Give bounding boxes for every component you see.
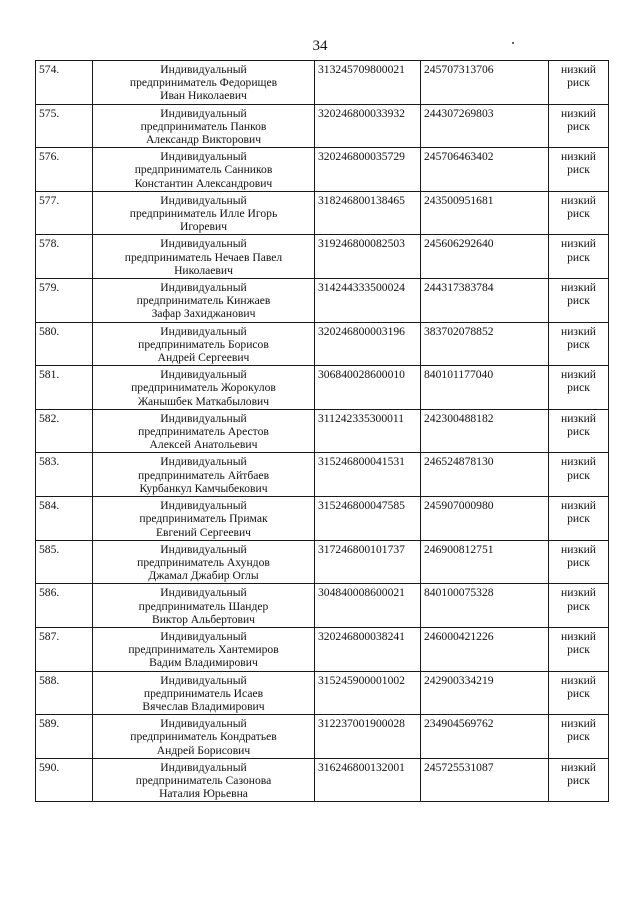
row-number-cell: 574.: [36, 61, 93, 105]
inn-cell: 245907000980: [421, 497, 549, 541]
row-number-cell: 583.: [36, 453, 93, 497]
inn-cell: 234904569762: [421, 715, 549, 759]
risk-level-cell: низкий риск: [549, 61, 609, 105]
entrepreneur-name-line: Индивидуальный: [160, 673, 247, 687]
ogrnip-cell: 319246800082503: [315, 235, 421, 279]
risk-level-cell: низкий риск: [549, 104, 609, 148]
table-row: [36, 540, 609, 584]
entrepreneur-name-line: Николаевич: [174, 263, 233, 277]
entrepreneur-name-line: Зафар Захиджанович: [151, 307, 256, 321]
entrepreneur-name-line: предприниматель Сазонова: [135, 773, 272, 787]
entrepreneur-name-line: Алексей Анатольевич: [149, 438, 258, 452]
entrepreneur-name-line: Индивидуальный: [160, 542, 247, 556]
registry-table: [35, 60, 609, 802]
risk-level-cell: низкий риск: [549, 627, 609, 671]
entrepreneur-name-line: Индивидуальный: [160, 586, 247, 600]
ogrnip-cell: 313245709800021: [315, 61, 421, 105]
table-row: [36, 671, 609, 715]
row-number-cell: 590.: [36, 758, 93, 802]
risk-level-cell: низкий риск: [549, 584, 609, 628]
inn-cell: 245707313706: [421, 61, 549, 105]
ogrnip-cell: 311242335300011: [315, 409, 421, 453]
risk-level-cell: низкий риск: [549, 758, 609, 802]
ogrnip-cell: 315246800041531: [315, 453, 421, 497]
row-number-cell: 587.: [36, 627, 93, 671]
entrepreneur-name-line: Индивидуальный: [160, 237, 247, 251]
entrepreneur-name-line: Индивидуальный: [160, 411, 247, 425]
entrepreneur-name-line: предприниматель Кондратьев: [130, 730, 277, 744]
inn-cell: 244307269803: [421, 104, 549, 148]
entrepreneur-name-cell: [93, 715, 315, 759]
risk-level-cell: низкий риск: [549, 366, 609, 410]
entrepreneur-name-line: Индивидуальный: [160, 455, 247, 469]
entrepreneur-name-line: предприниматель Ахундов: [137, 555, 270, 569]
risk-level-cell: низкий риск: [549, 715, 609, 759]
entrepreneur-name-line: Константин Александрович: [134, 176, 273, 190]
entrepreneur-name-line: Андрей Борисович: [156, 743, 251, 757]
entrepreneur-name-line: предприниматель Санников: [134, 163, 273, 177]
ogrnip-cell: 317246800101737: [315, 540, 421, 584]
entrepreneur-name-line: Вадим Владимирович: [149, 656, 258, 670]
table-row: [36, 584, 609, 628]
entrepreneur-name-line: Курбанкул Камчыбекович: [139, 481, 268, 495]
inn-cell: 242300488182: [421, 409, 549, 453]
inn-cell: 246900812751: [421, 540, 549, 584]
entrepreneur-name-line: Индивидуальный: [160, 499, 247, 513]
entrepreneur-name-line: Наталия Юрьевна: [159, 787, 248, 801]
entrepreneur-name-line: Индивидуальный: [160, 368, 247, 382]
inn-cell: 242900334219: [421, 671, 549, 715]
entrepreneur-name-cell: [93, 758, 315, 802]
entrepreneur-name-line: Евгений Сергеевич: [155, 525, 252, 539]
ogrnip-cell: 315246800047585: [315, 497, 421, 541]
entrepreneur-name-cell: [93, 671, 315, 715]
inn-cell: 245706463402: [421, 148, 549, 192]
table-row: [36, 627, 609, 671]
risk-level-cell: низкий риск: [549, 235, 609, 279]
inn-cell: 245606292640: [421, 235, 549, 279]
entrepreneur-name-line: предприниматель Панков: [140, 119, 267, 133]
table-row: [36, 758, 609, 802]
entrepreneur-name-line: предприниматель Примак: [139, 512, 268, 526]
risk-level-cell: низкий риск: [549, 497, 609, 541]
ogrnip-cell: 316246800132001: [315, 758, 421, 802]
row-number-cell: 580.: [36, 322, 93, 366]
entrepreneur-name-line: Иван Николаевич: [160, 89, 247, 103]
row-number-cell: 578.: [36, 235, 93, 279]
inn-cell: 245725531087: [421, 758, 549, 802]
entrepreneur-name-cell: [93, 584, 315, 628]
entrepreneur-name-line: предприниматель Илле Игорь: [129, 207, 278, 221]
inn-cell: 243500951681: [421, 191, 549, 235]
row-number-cell: 579.: [36, 279, 93, 323]
risk-level-cell: низкий риск: [549, 148, 609, 192]
scan-speck: [512, 42, 514, 44]
row-number-cell: 586.: [36, 584, 93, 628]
table-row: [36, 497, 609, 541]
entrepreneur-name-line: предприниматель Хантемиров: [128, 643, 279, 657]
table-row: [36, 453, 609, 497]
entrepreneur-name-cell: [93, 279, 315, 323]
entrepreneur-name-line: Индивидуальный: [160, 717, 247, 731]
inn-cell: 246000421226: [421, 627, 549, 671]
entrepreneur-name-line: предприниматель Исаев: [143, 686, 264, 700]
page-number: 34: [312, 38, 328, 54]
ogrnip-cell: 320246800035729: [315, 148, 421, 192]
entrepreneur-name-cell: [93, 497, 315, 541]
registry-body: [36, 61, 609, 802]
table-row: [36, 409, 609, 453]
entrepreneur-name-cell: [93, 366, 315, 410]
entrepreneur-name-line: предприниматель Шандер: [138, 599, 269, 613]
risk-level-cell: низкий риск: [549, 279, 609, 323]
table-row: [36, 322, 609, 366]
ogrnip-cell: 306840028600010: [315, 366, 421, 410]
ogrnip-cell: 318246800138465: [315, 191, 421, 235]
risk-level-cell: низкий риск: [549, 540, 609, 584]
entrepreneur-name-line: предприниматель Айтбаев: [137, 468, 270, 482]
row-number-cell: 577.: [36, 191, 93, 235]
table-row: [36, 61, 609, 105]
entrepreneur-name-line: предприниматель Жорокулов: [131, 381, 276, 395]
entrepreneur-name-cell: [93, 104, 315, 148]
entrepreneur-name-cell: [93, 235, 315, 279]
entrepreneur-name-cell: [93, 322, 315, 366]
entrepreneur-name-line: предприниматель Арестов: [138, 425, 269, 439]
row-number-cell: 576.: [36, 148, 93, 192]
table-row: [36, 366, 609, 410]
ogrnip-cell: 304840008600021: [315, 584, 421, 628]
table-row: [36, 279, 609, 323]
risk-level-cell: низкий риск: [549, 191, 609, 235]
risk-level-cell: низкий риск: [549, 671, 609, 715]
ogrnip-cell: 315245900001002: [315, 671, 421, 715]
entrepreneur-name-line: предприниматель Кинжаев: [136, 294, 271, 308]
entrepreneur-name-line: Андрей Сергеевич: [157, 351, 250, 365]
table-row: [36, 235, 609, 279]
ogrnip-cell: 314244333500024: [315, 279, 421, 323]
entrepreneur-name-cell: [93, 627, 315, 671]
entrepreneur-name-cell: [93, 409, 315, 453]
entrepreneur-name-cell: [93, 453, 315, 497]
row-number-cell: 589.: [36, 715, 93, 759]
entrepreneur-name-line: Индивидуальный: [160, 281, 247, 295]
entrepreneur-name-line: Вячеслав Владимирович: [142, 699, 265, 713]
row-number-cell: 585.: [36, 540, 93, 584]
table-row: [36, 148, 609, 192]
ogrnip-cell: 320246800038241: [315, 627, 421, 671]
table-row: [36, 104, 609, 148]
entrepreneur-name-line: Виктор Альбертович: [151, 612, 256, 626]
risk-level-cell: низкий риск: [549, 322, 609, 366]
table-row: [36, 191, 609, 235]
row-number-cell: 588.: [36, 671, 93, 715]
entrepreneur-name-line: Индивидуальный: [160, 760, 247, 774]
entrepreneur-name-line: предприниматель Федорищев: [129, 76, 278, 90]
ogrnip-cell: 320246800003196: [315, 322, 421, 366]
risk-level-cell: низкий риск: [549, 409, 609, 453]
entrepreneur-name-line: Индивидуальный: [160, 324, 247, 338]
entrepreneur-name-line: Индивидуальный: [160, 629, 247, 643]
ogrnip-cell: 320246800033932: [315, 104, 421, 148]
entrepreneur-name-line: Индивидуальный: [160, 106, 247, 120]
inn-cell: 840101177040: [421, 366, 549, 410]
row-number-cell: 575.: [36, 104, 93, 148]
risk-level-cell: низкий риск: [549, 453, 609, 497]
entrepreneur-name-cell: [93, 148, 315, 192]
entrepreneur-name-line: Индивидуальный: [160, 63, 247, 76]
row-number-cell: 581.: [36, 366, 93, 410]
entrepreneur-name-cell: [93, 61, 315, 105]
ogrnip-cell: 312237001900028: [315, 715, 421, 759]
entrepreneur-name-line: Игоревич: [179, 220, 228, 234]
entrepreneur-name-line: Александр Викторович: [145, 133, 262, 147]
row-number-cell: 584.: [36, 497, 93, 541]
entrepreneur-name-line: Жанышбек Маткабылович: [137, 394, 270, 408]
entrepreneur-name-cell: [93, 191, 315, 235]
entrepreneur-name-line: Джамал Джабир Оглы: [148, 569, 259, 583]
entrepreneur-name-line: предприниматель Борисов: [138, 337, 269, 351]
inn-cell: 246524878130: [421, 453, 549, 497]
table-row: [36, 715, 609, 759]
entrepreneur-name-line: Индивидуальный: [160, 150, 247, 164]
entrepreneur-name-line: предприниматель Нечаев Павел: [124, 250, 283, 264]
inn-cell: 383702078852: [421, 322, 549, 366]
inn-cell: 244317383784: [421, 279, 549, 323]
entrepreneur-name-cell: [93, 540, 315, 584]
entrepreneur-name-line: Индивидуальный: [160, 193, 247, 207]
row-number-cell: 582.: [36, 409, 93, 453]
inn-cell: 840100075328: [421, 584, 549, 628]
